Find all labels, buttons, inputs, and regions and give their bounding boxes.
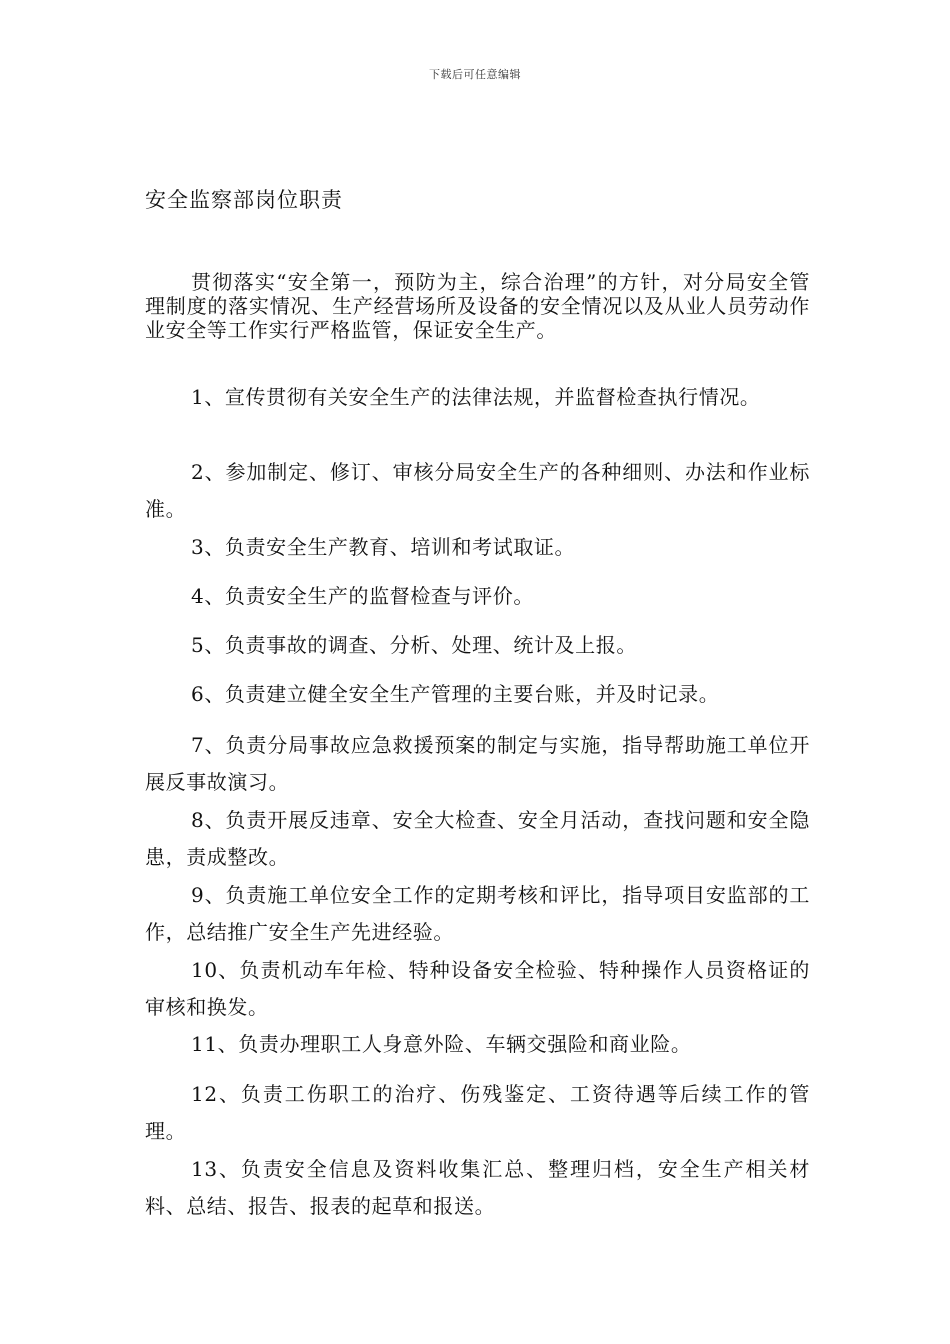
intro-paragraph: 贯彻落实“安全第一，预防为主，综合治理”的方针，对分局安全管理制度的落实情况、生产经营场所及设备的安全情况以及从业人员劳动作业安全等工作实行严格监管，保证安全生产。 [145, 270, 810, 342]
page-title: 安全监察部岗位职责 [145, 188, 343, 212]
duty-item-7: 7、负责分局事故应急救援预案的制定与实施，指导帮助施工单位开展反事故演习。 [145, 733, 810, 794]
duty-item-13: 13、负责安全信息及资料收集汇总、整理归档，安全生产相关材料、总结、报告、报表的起草和报送。 [145, 1157, 810, 1218]
duty-item-3: 3、负责安全生产教育、培训和考试取证。 [191, 535, 576, 559]
duty-item-2: 2、参加制定、修订、审核分局安全生产的各种细则、办法和作业标准。 [145, 460, 810, 521]
duty-item-9: 9、负责施工单位安全工作的定期考核和评比，指导项目安监部的工作，总结推广安全生产先进经验。 [145, 883, 810, 944]
header-note: 下载后可任意编辑 [429, 68, 521, 81]
duty-item-10: 10、负责机动车年检、特种设备安全检验、特种操作人员资格证的审核和换发。 [145, 958, 810, 1019]
duty-item-12: 12、负责工伤职工的治疗、伤残鉴定、工资待遇等后续工作的管理。 [145, 1082, 810, 1143]
duty-item-5: 5、负责事故的调查、分析、处理、统计及上报。 [191, 633, 637, 657]
duty-item-1: 1、宣传贯彻有关安全生产的法律法规，并监督检查执行情况。 [191, 385, 761, 409]
duty-item-11: 11、负责办理职工人身意外险、车辆交强险和商业险。 [191, 1032, 692, 1056]
duty-item-6: 6、负责建立健全安全生产管理的主要台账，并及时记录。 [191, 682, 720, 706]
duty-item-8: 8、负责开展反违章、安全大检查、安全月活动，查找问题和安全隐患，责成整改。 [145, 808, 810, 869]
duty-item-4: 4、负责安全生产的监督检查与评价。 [191, 584, 534, 608]
